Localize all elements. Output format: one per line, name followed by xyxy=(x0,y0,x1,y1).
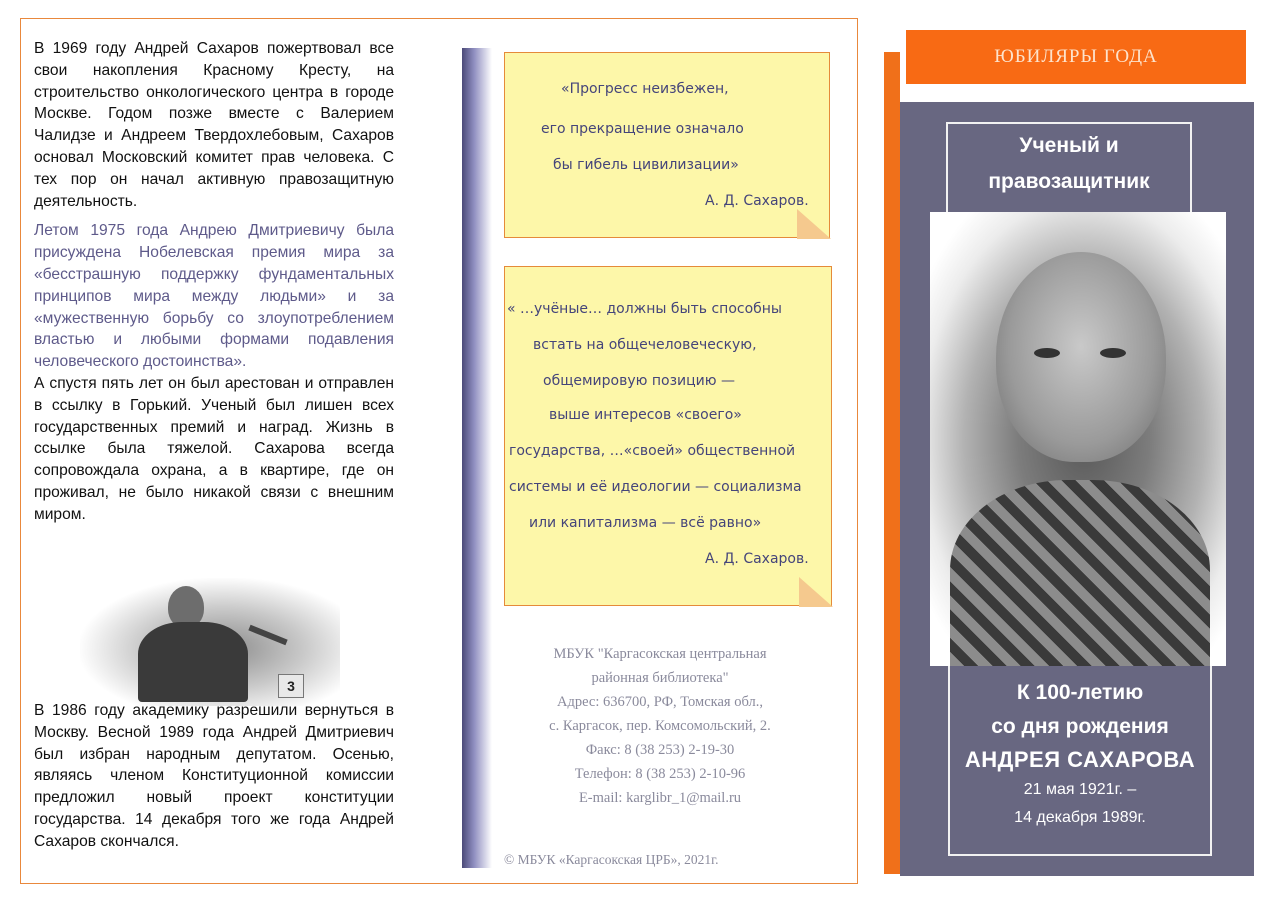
library-address-line: Адрес: 636700, РФ, Томская обл., xyxy=(557,694,763,710)
microphone-icon xyxy=(248,625,287,646)
biography-paragraph-nobel: Летом 1975 года Андрею Дмитриевичу была присуждена Нобелевская премия мира за «бесстрашную поддержку фундаментальных принципов мира между людьми» и за «мужественную борьбу со злоупотреблением властью и любыми формами подавления человеческого достоинства». xyxy=(34,222,394,371)
column-divider-bar xyxy=(462,48,492,868)
sakharov-speech-photo xyxy=(80,578,340,706)
library-fax: Факс: 8 (38 253) 2-19-30 xyxy=(585,742,735,758)
biography-paragraph-return: В 1986 году академику разрешили вернуться в Москву. Весной 1989 года Андрей Дмитриевич был избран народным депутатом. Осенью, являясь членом Конституционной комиссии предложил новый проект конституции государства. 14 декабря того же года Андрей Сахаров скончался. xyxy=(34,702,394,850)
biography-text-bottom xyxy=(34,700,394,853)
portrait-eye-left xyxy=(1034,348,1060,358)
quote2-line-1: « …учёные… должны быть способны xyxy=(507,301,782,317)
quote2-line-3: общемировую позицию — xyxy=(543,373,736,389)
quote1-line-1: «Прогресс неизбежен, xyxy=(561,81,729,97)
quote2-line-2: встать на общечеловеческую, xyxy=(533,337,757,353)
library-line-1: МБУК "Каргасокская центральная xyxy=(553,646,767,662)
birth-date: 21 мая 1921г. – xyxy=(1023,781,1137,798)
copyright-text: © МБУК «Каргасокская ЦРБ», 2021г. xyxy=(504,852,719,867)
note-folded-corner xyxy=(799,577,833,607)
anniversary-line-1: К 100-летию xyxy=(1016,681,1144,704)
cover-name: АНДРЕЯ САХАРОВА xyxy=(964,747,1196,772)
library-email: E-mail: karglibr_1@mail.ru xyxy=(578,790,742,806)
cover-accent-bar xyxy=(884,52,900,874)
biography-text-top xyxy=(34,38,394,526)
library-phone: Телефон: 8 (38 253) 2-10-96 xyxy=(574,766,746,782)
anniversary-line-2: со дня рождения xyxy=(991,715,1169,738)
photo-number-sign: 3 xyxy=(278,674,304,698)
quote-note-scientists xyxy=(504,266,832,606)
cover-title-line-2: правозащитник xyxy=(988,170,1150,193)
cover-title xyxy=(946,122,1192,214)
anniversary-banner: ЮБИЛЯРЫ ГОДА xyxy=(906,30,1246,84)
portrait-face xyxy=(996,252,1166,462)
death-date: 14 декабря 1989г. xyxy=(1014,809,1146,826)
quote2-author: А. Д. Сахаров. xyxy=(705,551,809,567)
cover-title-line-1: Ученый и xyxy=(1019,134,1119,157)
quote2-line-6: системы и её идеологии — социализма xyxy=(509,479,802,495)
note-folded-corner xyxy=(797,209,831,239)
library-street-line: с. Каргасок, пер. Комсомольский, 2. xyxy=(549,718,771,734)
biography-paragraph-1: В 1969 году Андрей Сахаров пожертвовал все свои накопления Красному Кресту, на строительство онкологического центра в городе Москве. Годом позже вместе с Валерием Чалидзе и Андреем Твердохлебовым, Сахаров основал Московский комитет прав человека. С тех пор он начал активную правозащитную деятельность. xyxy=(34,40,394,210)
quote1-line-3: бы гибель цивилизации» xyxy=(553,157,739,173)
library-contacts xyxy=(510,642,810,810)
biography-paragraph-exile: А спустя пять лет он был арестован и отправлен в ссылку в Горький. Ученый был лишен всех государственных премий и наград. Жизнь в ссылке была тяжелой. Сахарова всегда сопровождала охрана, а в квартире, где он проживал, не было никакой связи с внешним миром. xyxy=(34,374,394,523)
portrait-shoulders xyxy=(950,480,1210,666)
library-line-2: районная библиотека" xyxy=(591,670,729,686)
quote1-line-2: его прекращение означало xyxy=(541,121,744,137)
quote1-author: А. Д. Сахаров. xyxy=(705,193,809,209)
quote2-line-5: государства, …«своей» общественной xyxy=(509,443,796,459)
quote2-line-4: выше интересов «своего» xyxy=(549,407,742,423)
sakharov-portrait xyxy=(930,212,1226,666)
cover-anniversary-box xyxy=(948,666,1212,856)
photo-figure-body xyxy=(138,622,248,702)
quote-note-progress xyxy=(504,52,830,238)
quote2-line-7: или капитализма — всё равно» xyxy=(529,515,762,531)
portrait-eye-right xyxy=(1100,348,1126,358)
